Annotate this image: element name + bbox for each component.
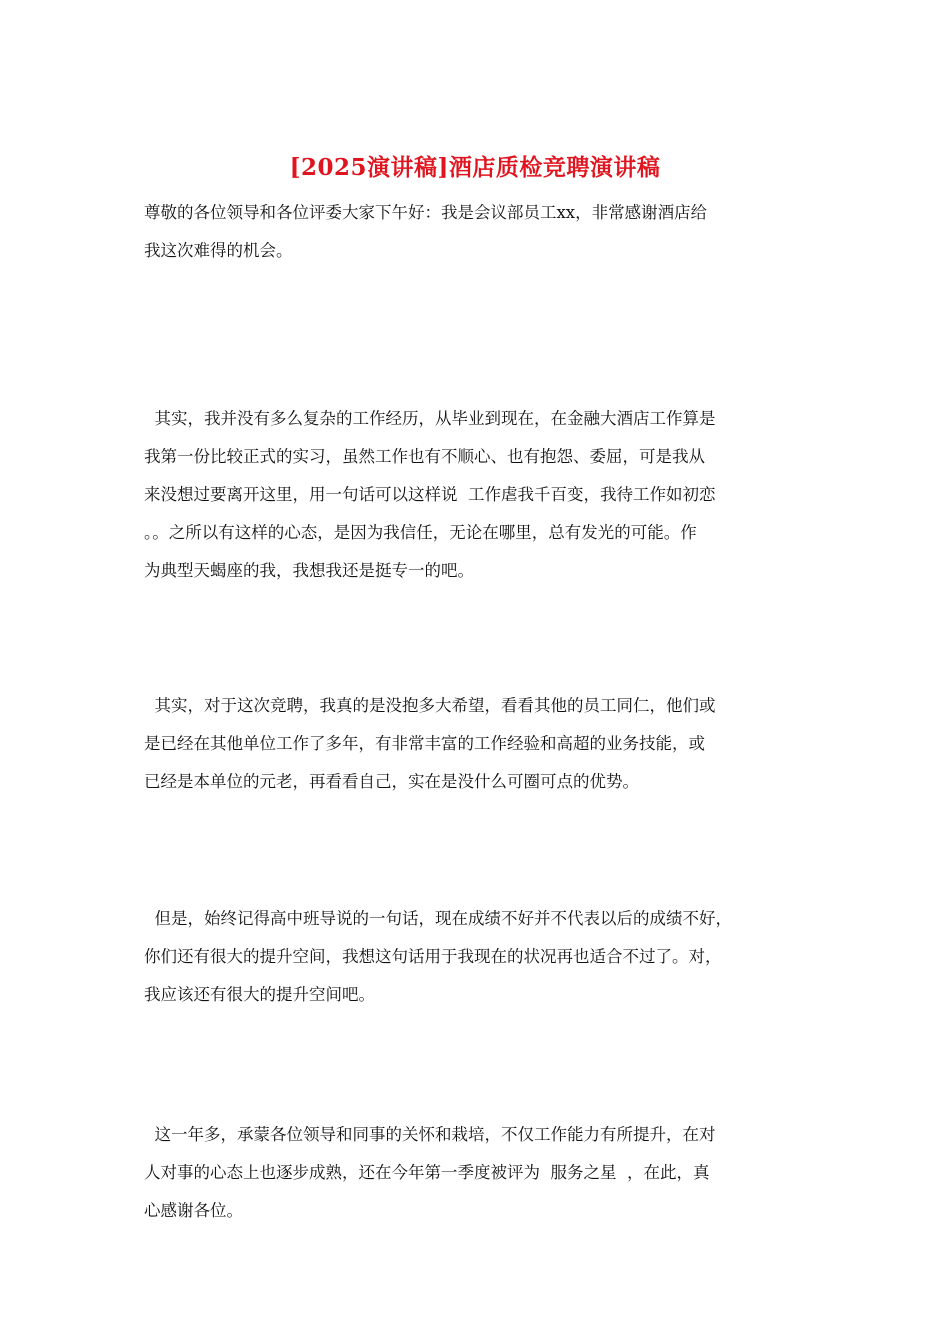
text-line: 心感谢各位。 (144, 1201, 243, 1220)
text-line: 你们还有很大的提升空间，我想这句话用于我现在的状况再也适合不过了。对， (144, 947, 722, 966)
text-line: 我这次难得的机会。 (144, 241, 293, 260)
text-line: 为典型天蝎座的我，我想我还是挺专一的吧。 (144, 561, 474, 580)
document-title: [2025演讲稿]酒店质检竞聘演讲稿 (289, 154, 661, 181)
text-line: 其实，我并没有多么复杂的工作经历，从毕业到现在，在金融大酒店工作算是 (144, 409, 716, 428)
text-line: 已经是本单位的元老，再看看自己，实在是没什么可圈可点的优势。 (144, 772, 639, 791)
text-line: 。。之所以有这样的心态，是因为我信任，无论在哪里，总有发光的可能。作 (144, 523, 697, 542)
text-line: 是已经在其他单位工作了多年，有非常丰富的工作经验和高超的业务技能，或 (144, 734, 705, 753)
paragraph-teacher-quote (144, 900, 824, 1014)
text-line: 但是，始终记得高中班导说的一句话，现在成绩不好并不代表以后的成绩不好， (144, 909, 732, 928)
paragraph-gratitude (144, 1116, 824, 1230)
text-line: 我应该还有很大的提升空间吧。 (144, 985, 375, 1004)
text-line: 人对事的心态上也逐步成熟，还在今年第一季度被评为 服务之星 ，在此，真 (144, 1163, 710, 1182)
text-line: 这一年多，承蒙各位领导和同事的关怀和栽培，不仅工作能力有所提升，在对 (144, 1125, 716, 1144)
paragraph-greeting (144, 194, 824, 270)
text-line: 尊敬的各位领导和各位评委大家下午好：我是会议部员工xx，非常感谢酒店给 (144, 203, 708, 222)
text-line: 其实，对于这次竞聘，我真的是没抱多大希望，看看其他的员工同仁，他们或 (144, 696, 716, 715)
paragraph-experience (144, 400, 824, 590)
text-line: 来没想过要离开这里，用一句话可以这样说 工作虐我千百变，我待工作如初恋 (144, 485, 716, 504)
text-line: 我第一份比较正式的实习，虽然工作也有不顺心、也有抱怨、委屈，可是我从 (144, 447, 705, 466)
paragraph-competition (144, 687, 824, 801)
